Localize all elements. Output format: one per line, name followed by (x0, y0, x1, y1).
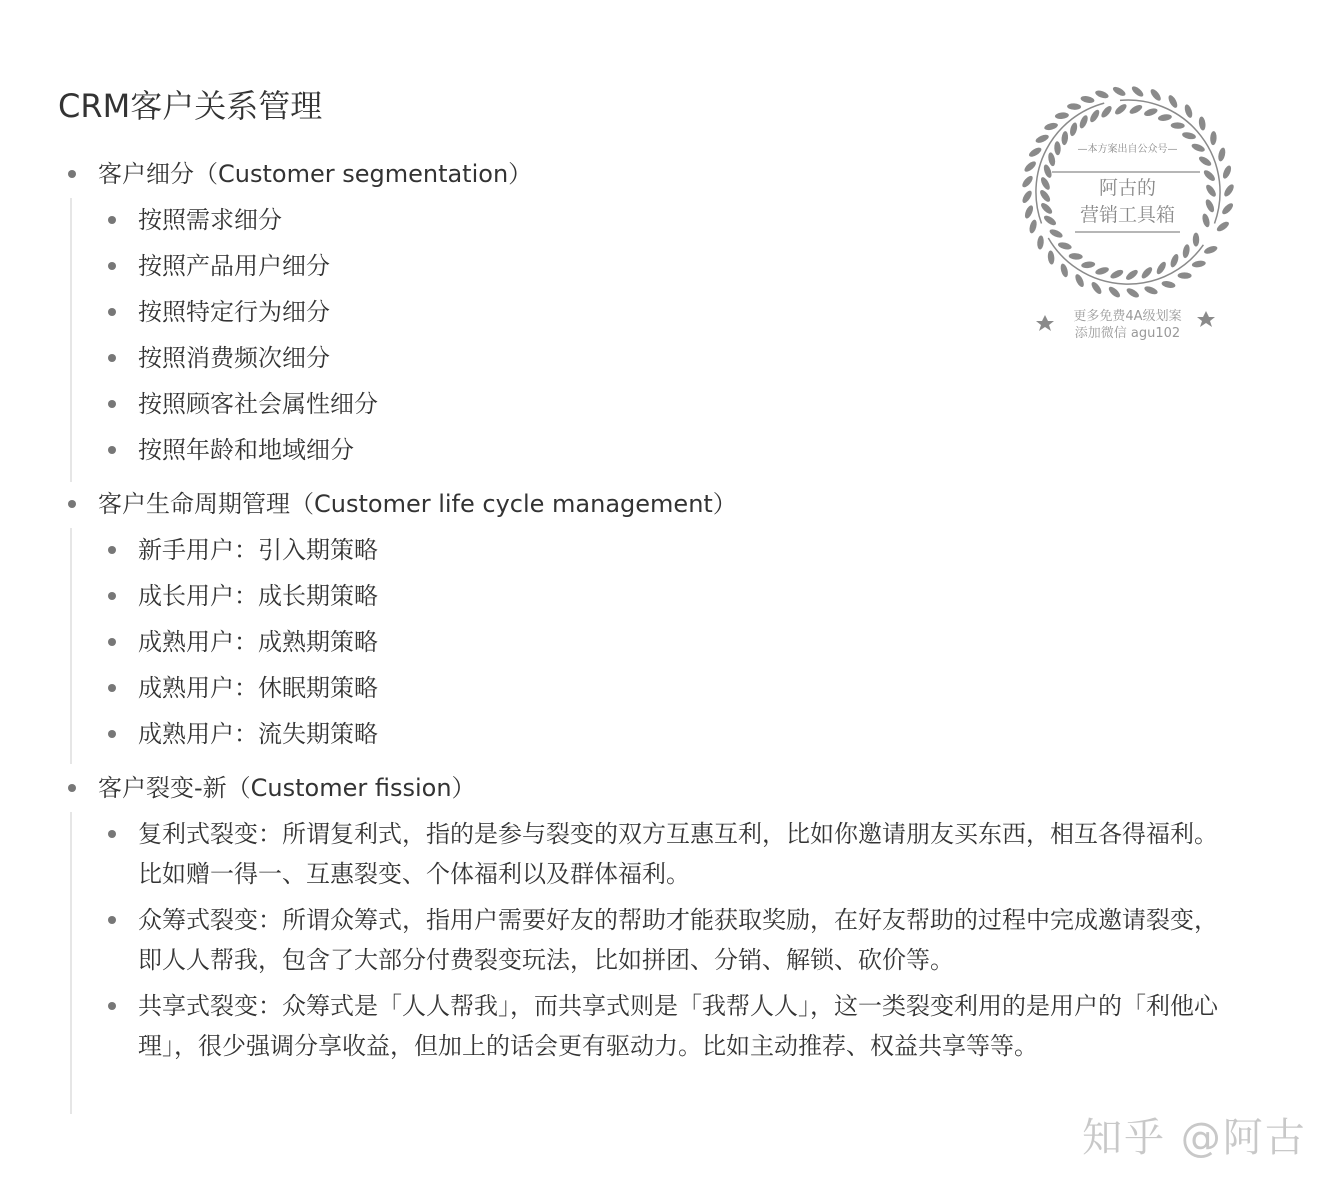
wreath-leaf (1128, 103, 1143, 115)
wreath-leaf (1023, 204, 1034, 219)
stamp-name-line1: 阿古的 (1098, 177, 1156, 199)
guide-line (70, 198, 72, 482)
outline-subitem[interactable]: 众筹式裂变：所谓众筹式，指用户需要好友的帮助才能获取奖励，在好友帮助的过程中完成邀请裂变，即人人帮我，包含了大部分付费裂变玩法，比如拼团、分销、解锁、砍价等。 (138, 900, 1223, 980)
wreath-leaf (1178, 272, 1192, 279)
wreath-leaf (1094, 266, 1109, 276)
stamp-name-line2: 营销工具箱 (1079, 204, 1175, 226)
wreath-leaf (1158, 113, 1173, 121)
page-title: CRM客户关系管理 (58, 87, 323, 125)
wreath-leaf (1201, 213, 1211, 228)
wreath-leaf (1197, 155, 1212, 168)
wreath-leaf (1042, 164, 1053, 179)
wreath-leaf (1080, 95, 1095, 104)
outline-subitem[interactable]: 按照特定行为细分 (138, 292, 330, 332)
wreath-leaf (1130, 85, 1145, 99)
wreath-leaf (1067, 103, 1081, 110)
outline-subitem[interactable]: 共享式裂变：众筹式是「人人帮我」，而共享式则是「我帮人人」，这一类裂变利用的是用户的「利他心理」，很少强调分享收益，但加上的话会更有驱动力。比如主动推荐、权益共享等等。 (138, 986, 1223, 1066)
wreath-leaf (1035, 133, 1050, 144)
wreath-leaf (1094, 89, 1109, 100)
wreath-leaf (1069, 122, 1079, 137)
wreath-leaf (1047, 152, 1056, 167)
wreath-leaf (1140, 265, 1154, 280)
wreath-leaf (1155, 260, 1168, 275)
outline-subitem[interactable]: 按照顾客社会属性细分 (138, 384, 378, 424)
wreath-leaf (1204, 183, 1217, 198)
wreath-leaf (1090, 280, 1104, 295)
wreath-leaf (1182, 244, 1191, 259)
wreath-leaf (1181, 131, 1196, 140)
wreath-leaf (1112, 85, 1127, 98)
wreath-leaf (1221, 164, 1232, 179)
wreath-leaf (1125, 286, 1140, 299)
wreath-leaf (1042, 214, 1057, 227)
wreath-leaf (1143, 107, 1158, 118)
outline-subitem[interactable]: 新手用户：引入期策略 (138, 530, 378, 570)
wreath-leaf (1048, 228, 1063, 240)
wreath-leaf (1037, 235, 1045, 250)
outline-item-segmentation[interactable]: 客户细分（Customer segmentation） (98, 154, 532, 194)
wreath-leaf (1055, 112, 1070, 120)
wreath-leaf (1023, 160, 1038, 174)
wreath-leaf (1171, 122, 1185, 129)
wreath-leaf (1020, 174, 1034, 189)
outline-subitem[interactable]: 按照消费频次细分 (138, 338, 330, 378)
wreath-leaf (1028, 146, 1043, 159)
wreath-leaf (1047, 250, 1055, 265)
outline-subitem[interactable]: 按照需求细分 (138, 200, 282, 240)
wreath-leaf (1081, 261, 1096, 269)
wreath-leaf (1222, 183, 1235, 198)
wreath-leaf (1193, 233, 1199, 247)
wreath-leaf (1183, 103, 1193, 118)
wreath-leaf (1124, 268, 1139, 282)
stamp-bottom-line1: 更多免费4A级划案 (1073, 309, 1182, 324)
outline-item-fission[interactable]: 客户裂变-新（Customer fission） (98, 768, 476, 808)
wreath-leaf (1149, 87, 1163, 102)
outline-subitem[interactable]: 成熟用户：休眠期策略 (138, 668, 378, 708)
wreath-leaf (1059, 263, 1069, 278)
wreath-leaf (1021, 189, 1034, 204)
wreath-leaf (1161, 280, 1176, 289)
zhihu-watermark: 知乎 @阿古 (1082, 1115, 1307, 1161)
wreath-leaf (1113, 102, 1128, 116)
wreath-leaf (1078, 114, 1089, 129)
wreath-leaf (1109, 268, 1124, 280)
wreath-leaf (1215, 220, 1230, 233)
wreath-leaf (1044, 122, 1059, 132)
wreath-leaf (1038, 188, 1052, 203)
wreath-leaf (1074, 273, 1086, 288)
outline-subitem[interactable]: 按照年龄和地域细分 (138, 430, 354, 470)
guide-line (70, 812, 72, 1114)
wreath-leaf (1088, 108, 1101, 123)
wreath-leaf (1204, 198, 1216, 213)
wreath-leaf (1028, 219, 1038, 234)
wreath-leaf (1169, 253, 1180, 268)
wreath-leaf (1057, 241, 1072, 251)
wreath-leaf (1202, 168, 1217, 182)
wreath-leaf (1217, 147, 1226, 162)
wreath-leaf (1220, 201, 1234, 215)
stamp-top-text: —本方案出自公众号— (1077, 144, 1178, 155)
outline-subitem[interactable]: 按照产品用户细分 (138, 246, 330, 286)
wreath-leaf (1068, 253, 1082, 260)
wreath-leaf (1143, 285, 1158, 296)
wreath-leaf (1167, 94, 1179, 109)
wreath-leaf (1203, 244, 1218, 255)
guide-line (70, 528, 72, 764)
wreath-leaf (1191, 260, 1206, 269)
wreath-leaf (1039, 201, 1054, 215)
wreath-leaf (1039, 176, 1051, 191)
wreath-leaf (1198, 116, 1206, 131)
outline-subitem[interactable]: 成熟用户：流失期策略 (138, 714, 378, 754)
outline-item-lifecycle[interactable]: 客户生命周期管理（Customer life cycle management） (98, 484, 737, 524)
wreath-leaf (1100, 104, 1114, 119)
wreath-leaf (1107, 285, 1122, 299)
outline-subitem[interactable]: 成长用户：成长期策略 (138, 576, 378, 616)
outline-subitem[interactable]: 复利式裂变：所谓复利式，指的是参与裂变的双方互惠互利，比如你邀请朋友买东西，相互各得福利。比如赠一得一、互惠裂变、个体福利以及群体福利。 (138, 814, 1223, 894)
outline-subitem[interactable]: 成熟用户：成熟期策略 (138, 622, 378, 662)
stamp-bottom-line2: 添加微信 agu102 (1074, 326, 1181, 341)
wreath-leaf (1210, 131, 1217, 145)
